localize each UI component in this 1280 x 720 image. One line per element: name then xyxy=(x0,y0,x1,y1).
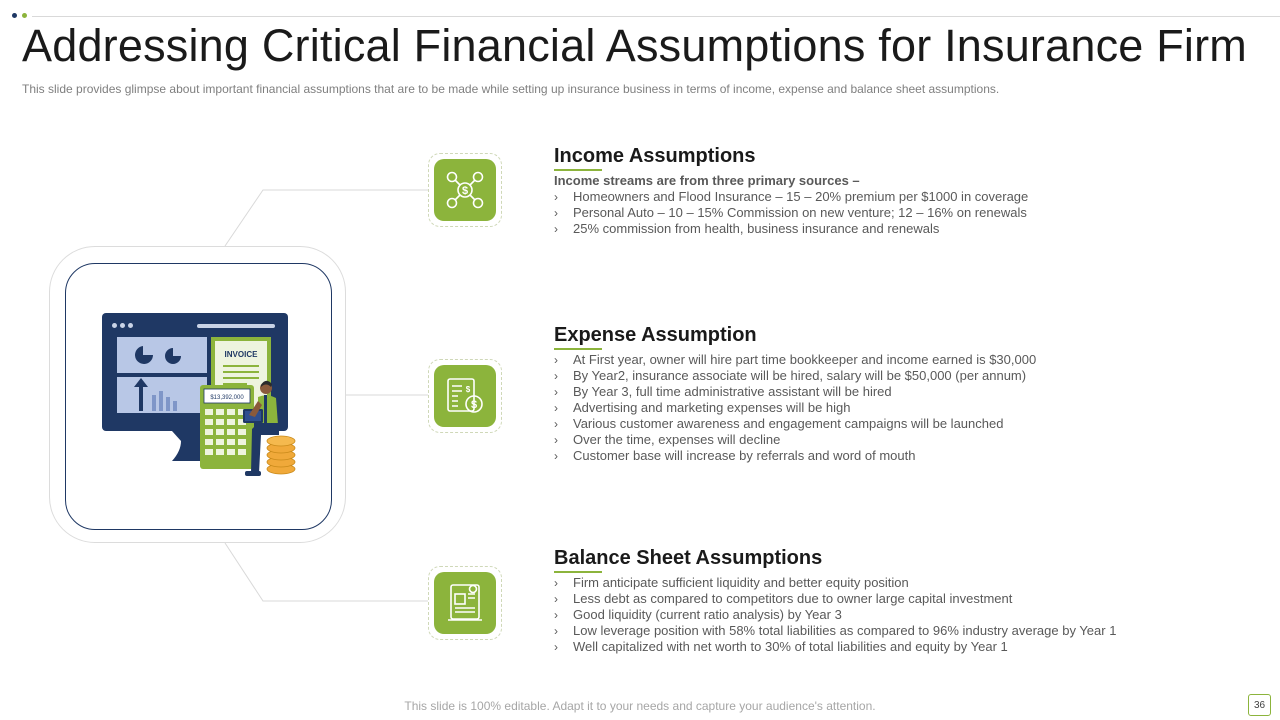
svg-text:$: $ xyxy=(465,385,471,394)
bullet-chevron: › xyxy=(554,353,558,367)
list-item: › Personal Auto – 10 – 15% Commission on new venture; 12 – 16% on renewals xyxy=(554,205,1027,220)
bullet-chevron: › xyxy=(554,449,558,463)
income-section xyxy=(554,145,1254,237)
list-item: › Well capitalized with net worth to 30% of total liabilities and equity by Year 1 xyxy=(554,639,1008,654)
balance-sheet-section xyxy=(554,547,1254,655)
footer-note: This slide is 100% editable. Adapt it to your needs and capture your audience's attention. xyxy=(404,699,876,713)
balance-sheet-document-icon xyxy=(442,580,488,626)
svg-text:$: $ xyxy=(470,399,478,411)
balance-sheet-bullets xyxy=(554,575,1254,655)
expense-title: Expense Assumption xyxy=(554,324,757,346)
list-item: › 25% commission from health, business insurance and renewals xyxy=(554,221,940,236)
list-item: › Advertising and marketing expenses will be high xyxy=(554,400,851,415)
list-item: › Homeowners and Flood Insurance – 15 – 20% premium per $1000 in coverage xyxy=(554,189,1029,204)
title-underline xyxy=(554,571,602,573)
bullet-chevron: › xyxy=(554,385,558,399)
bullet-chevron: › xyxy=(554,624,558,638)
bullet-chevron: › xyxy=(554,206,558,220)
bullet-chevron: › xyxy=(554,190,558,204)
expense-icon-box xyxy=(428,359,502,433)
svg-text:$: $ xyxy=(461,185,469,197)
bullet-chevron: › xyxy=(554,592,558,606)
bullet-chevron: › xyxy=(554,433,558,447)
income-title: Income Assumptions xyxy=(554,145,756,167)
slide-title: Addressing Critical Financial Assumptions for Insurance Firm xyxy=(22,20,1247,71)
list-item: › By Year 3, full time administrative assistant will be hired xyxy=(554,384,892,399)
list-item: › Low leverage position with 58% total liabilities as compared to 96% industry average by Year 1 xyxy=(554,623,1117,638)
list-item: › Over the time, expenses will decline xyxy=(554,432,781,447)
expense-report-dollar-icon xyxy=(442,373,488,419)
expense-section xyxy=(554,324,1254,464)
balance-sheet-title: Balance Sheet Assumptions xyxy=(554,547,823,569)
income-lead: Income streams are from three primary sources – xyxy=(554,173,860,188)
list-item: › At First year, owner will hire part time bookkeeper and income earned is $30,000 xyxy=(554,352,1037,367)
list-item: › Various customer awareness and engagement campaigns will be launched xyxy=(554,416,1004,431)
calculator-display: $13,392,000 xyxy=(210,395,244,401)
invoice-illustration xyxy=(95,305,305,485)
list-item: › Firm anticipate sufficient liquidity and better equity position xyxy=(554,575,909,590)
list-item: › Less debt as compared to competitors due to owner large capital investment xyxy=(554,591,1013,606)
bullet-chevron: › xyxy=(554,401,558,415)
income-icon-box xyxy=(428,153,502,227)
slide-subtitle: This slide provides glimpse about important financial assumptions that are to be made while setting up insurance business in terms of income, expense and balance sheet assumptions. xyxy=(22,82,1000,96)
page-number: 36 xyxy=(1248,694,1271,716)
invoice-label: INVOICE xyxy=(224,350,258,359)
expense-bullets xyxy=(554,352,1254,464)
people-network-dollar-icon xyxy=(442,167,488,213)
balance-sheet-icon-box xyxy=(428,566,502,640)
title-underline xyxy=(554,169,602,171)
bullet-chevron: › xyxy=(554,576,558,590)
list-item: › Good liquidity (current ratio analysis) by Year 3 xyxy=(554,607,842,622)
bullet-chevron: › xyxy=(554,417,558,431)
list-item: › By Year2, insurance associate will be hired, salary will be $50,000 (per annum) xyxy=(554,368,1027,383)
bullet-chevron: › xyxy=(554,640,558,654)
bullet-chevron: › xyxy=(554,608,558,622)
income-bullets xyxy=(554,189,1254,237)
bullet-chevron: › xyxy=(554,369,558,383)
list-item: › Customer base will increase by referrals and word of mouth xyxy=(554,448,916,463)
title-underline xyxy=(554,348,602,350)
bullet-chevron: › xyxy=(554,222,558,236)
